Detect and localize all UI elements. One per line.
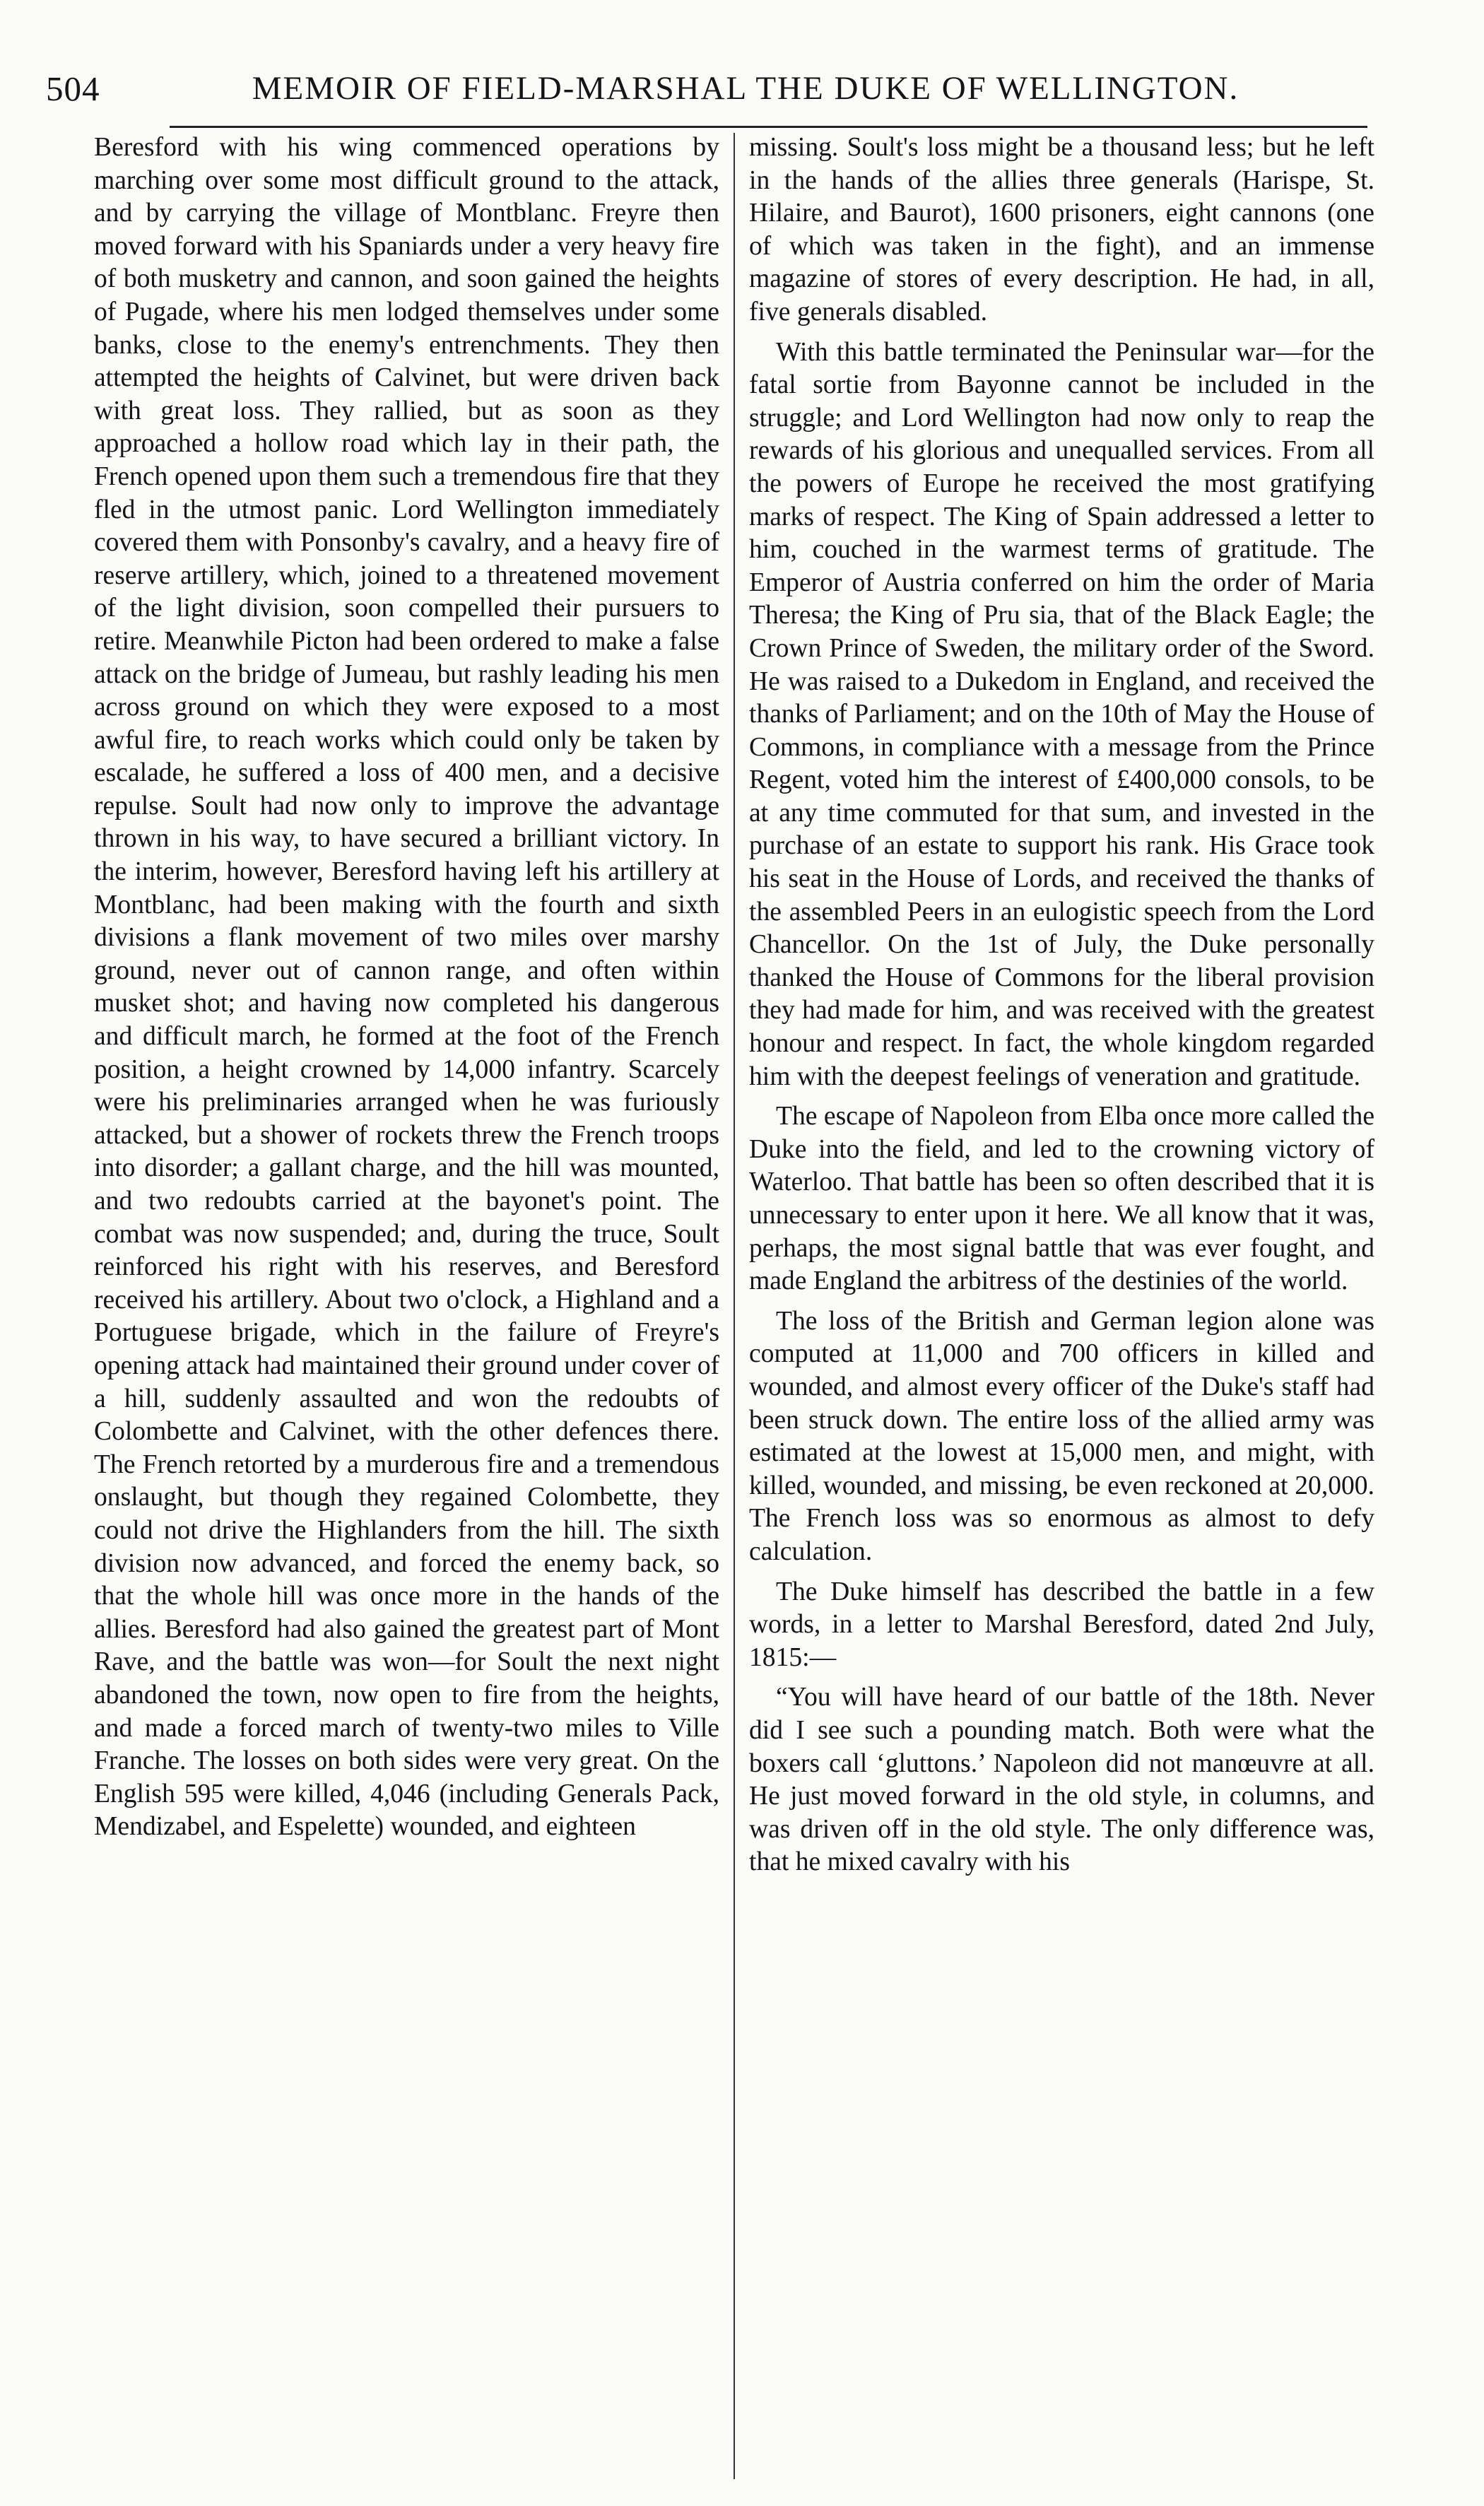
quoted-letter: “You will have heard of our battle of the 18th. Never did I see such a pounding match. Both were what the boxers call ‘gluttons.’ Napoleon did not manœuvre at all. He just moved forward in the old style, in columns, and was driven off in the old style. The only difference was, that he mixed cavalry with his <box>749 1683 1374 1877</box>
header-rule <box>170 126 1367 128</box>
paragraph: With this battle terminated the Peninsular war—for the fatal sortie from Bayonne cannot be included in the struggle; and Lord Wellington had now only to reap the rewards of his glorious and unequalled services. From all the powers of Europe he received the most gratifying marks of respect. The King of Spain addressed a letter to him, couched in the warmest terms of gratitude. The Emperor of Austria conferred on him the order of Maria Theresa; the King of Pru sia, that of the Black Eagle; the Crown Prince of Sweden, the military order of the Sword. He was raised to a Dukedom in England, and received the thanks of Parliament; and on the 10th of May the House of Commons, in compliance with a message from the Prince Regent, voted him the interest of £400,000 consols, to be at any time commuted for that sum, and invested in the purchase of an estate to support his rank. His Grace took his seat in the House of Lords, and received the thanks of the assembled Peers in an eulogistic speech from the Lord Chancellor. On the 1st of July, the Duke personally thanked the House of Commons for the liberal provision they had made for him, and was received with the greatest honour and respect. In fact, the whole kingdom regarded him with the deepest feelings of veneration and gratitude. <box>749 337 1374 1091</box>
paragraph: The Duke himself has described the battle in a few words, in a letter to Marshal Beresford, dated 2nd July, 1815:— <box>749 1577 1374 1672</box>
page-number: 504 <box>46 69 100 108</box>
paragraph: Beresford with his wing commenced operations by marching over some most difficult ground to the attack, and by carrying the village of Montblanc. Freyre then moved forward with his Spaniards under a very heavy fire of both musketry and cannon, and soon gained the heights of Pugade, where his men lodged themselves under some banks, close to the enemy's entrenchments. They then attempted the heights of Calvinet, but were driven back with great loss. They rallied, but as soon as they approached a hollow road which lay in their path, the French opened upon them such a tremendous fire that they fled in the utmost panic. Lord Wellington immediately covered them with Ponsonby's cavalry, and a heavy fire of reserve artillery, which, joined to a threatened movement of the light division, soon compelled their pursuers to retire. Meanwhile Picton had been ordered to make a false attack on the bridge of Jumeau, but rashly leading his men across ground on which they were exposed to a most awful fire, to reach works which could only be taken by escalade, he suffered a loss of 400 men, and a decisive repulse. Soult had now only to improve the advantage thrown in his way, to have secured a brilliant victory. In the interim, however, Beresford having left his artillery at Montblanc, had been making with the fourth and sixth divisions a flank movement of two miles over marshy ground, never out of cannon range, and often within musket shot; and having now completed his dangerous and difficult march, he formed at the foot of the French position, a height crowned by 14,000 infantry. Scarcely were his preliminaries arranged when he was furiously attacked, but a shower of rockets threw the French troops into disorder; a gallant charge, and the hill was mounted, and two redoubts carried at the bayonet's point. The combat was now suspended; and, during the truce, Soult reinforced his right with his reserves, and Beresford received his artillery. About two o'clock, a Highland and a Portuguese brigade, which in the failure of Freyre's opening attack had maintained their ground under cover of a hill, suddenly assaulted and won the redoubts of Colombette and Calvinet, with the other defences there. The French retorted by a murderous fire and a tremendous onslaught, but though they regained Colombette, they could not drive the Highlanders from the hill. The sixth division now advanced, and forced the enemy back, so that the whole hill was once more in the hands of the allies. Beresford had also gained the greatest part of Mont Rave, and the battle was won—for Soult the next night abandoned the town, now open to fire from the heights, and made a forced march of twenty-two miles to Ville Franche. The losses on both sides were very great. On the English 595 were killed, 4,046 (including Generals Pack, Mendizabel, and Espelette) wounded, and eighteen <box>94 133 719 1842</box>
running-title: MEMOIR OF FIELD-MARSHAL THE DUKE OF WELLINGTON. <box>252 70 1239 107</box>
paragraph: The escape of Napoleon from Elba once more called the Duke into the field, and led to the crowning victory of Waterloo. That battle has been so often described that it is unnecessary to enter upon it here. We all know that it was, perhaps, the most signal battle that was ever fought, and made England the arbitress of the destinies of the world. <box>749 1102 1374 1296</box>
page-header <box>46 60 1367 117</box>
column-divider <box>734 133 735 2479</box>
left-column <box>94 131 719 2478</box>
paragraph: missing. Soult's loss might be a thousand less; but he left in the hands of the allies three generals (Harispe, St. Hilaire, and Baurot), 1600 prisoners, eight cannons (one of which was taken in the fight), and an immense magazine of stores of every description. He had, in all, five generals disabled. <box>749 133 1374 327</box>
right-column <box>749 131 1374 2478</box>
paragraph: The loss of the British and German legion alone was computed at 11,000 and 700 officers in killed and wounded, and almost every officer of the Duke's staff had been struck down. The entire loss of the allied army was estimated at the lowest at 15,000 men, and might, with killed, wounded, and missing, be even reckoned at 20,000. The French loss was so enormous as almost to defy calculation. <box>749 1306 1374 1566</box>
